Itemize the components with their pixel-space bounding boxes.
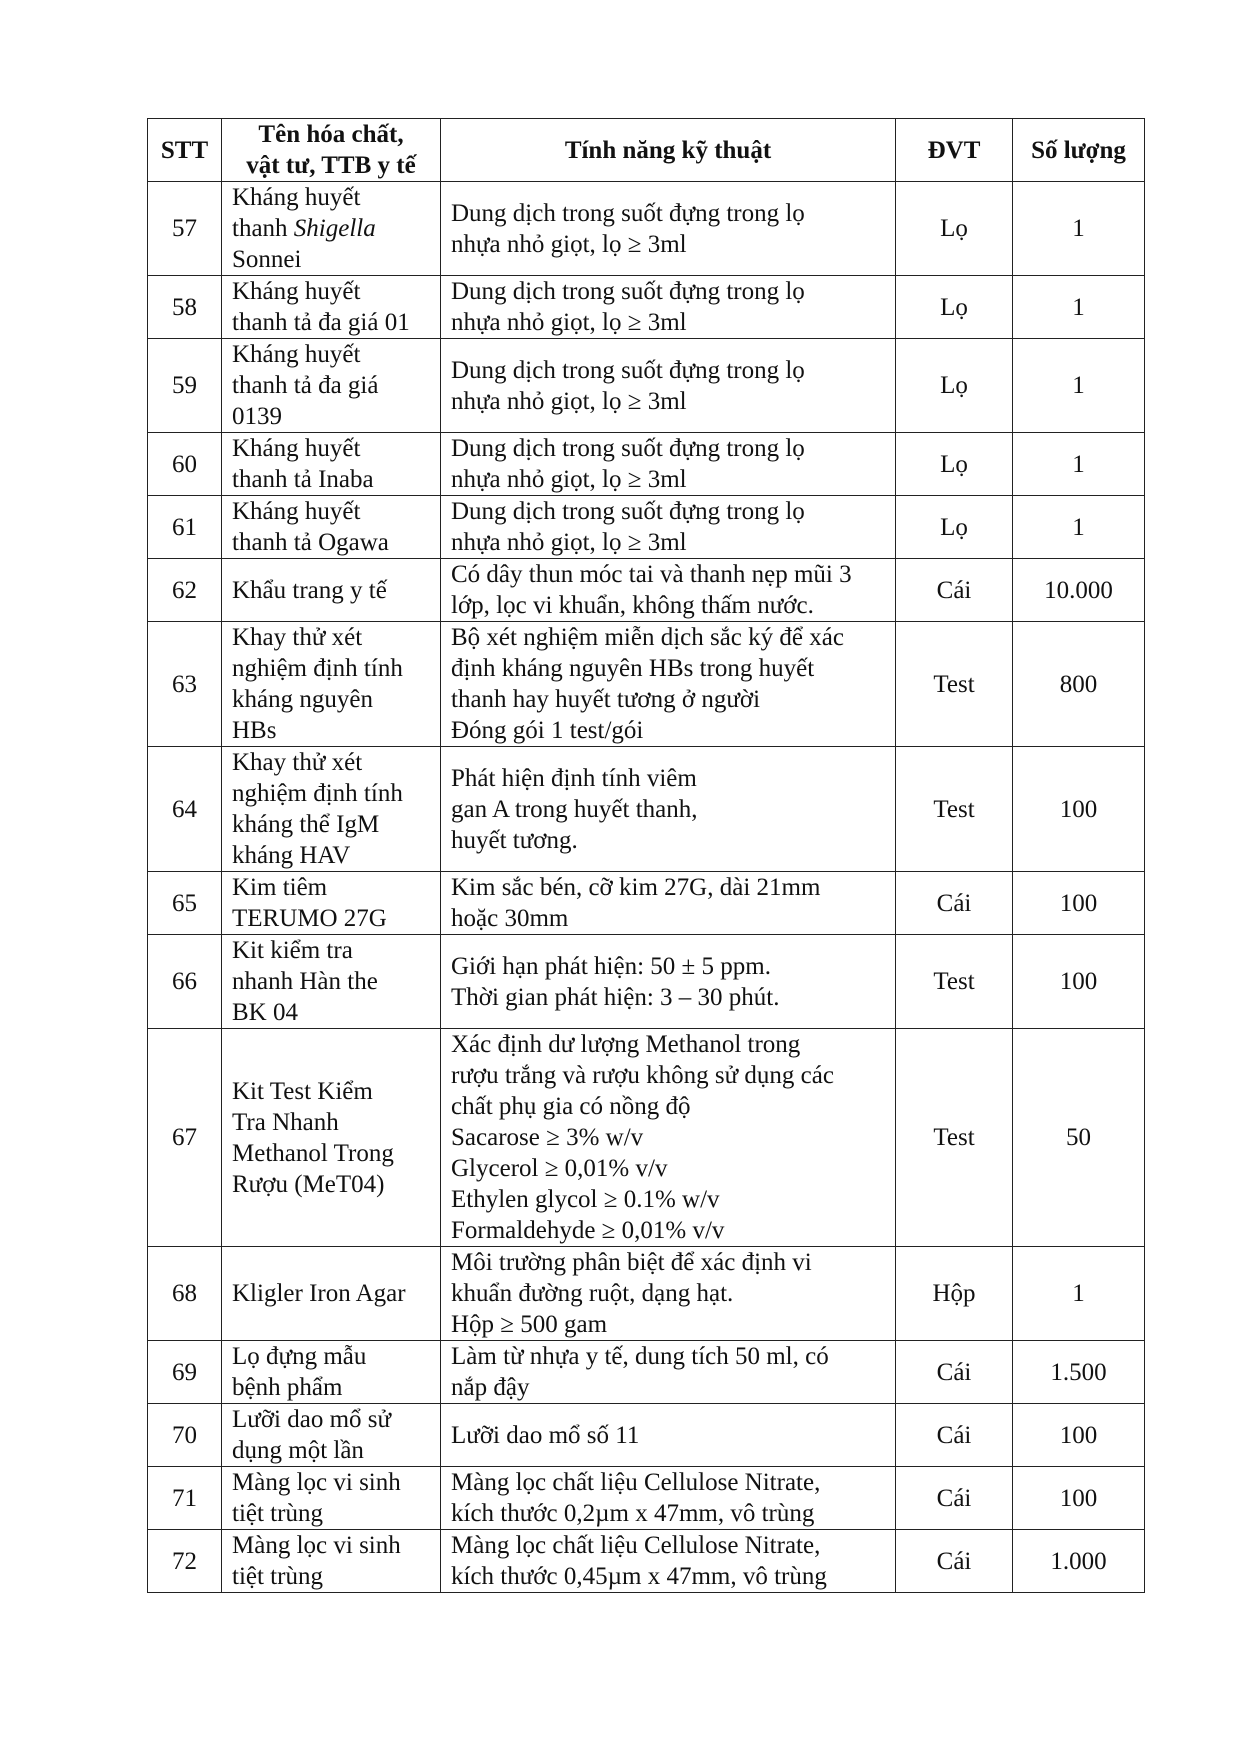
cell-name: Kháng huyết thanh Shigella Sonnei xyxy=(222,182,441,276)
cell-stt: 67 xyxy=(148,1029,222,1247)
table-row xyxy=(148,276,1145,339)
cell-qty: 1.000 xyxy=(1013,1530,1145,1593)
cell-stt: 58 xyxy=(148,276,222,339)
cell-unit: Test xyxy=(896,622,1013,747)
header-name: Tên hóa chất, vật tư, TTB y tế xyxy=(222,119,441,182)
cell-spec: Kim sắc bén, cỡ kim 27G, dài 21mm hoặc 30mm xyxy=(441,872,896,935)
italic-genus-name: Shigella xyxy=(293,215,376,242)
cell-name: Kháng huyết thanh tả đa giá 01 xyxy=(222,276,441,339)
cell-qty: 10.000 xyxy=(1013,559,1145,622)
cell-spec: Môi trường phân biệt để xác định vi khuẩn đường ruột, dạng hạt. Hộp ≥ 500 gam xyxy=(441,1247,896,1341)
table-row xyxy=(148,935,1145,1029)
cell-qty: 1 xyxy=(1013,182,1145,276)
cell-qty: 800 xyxy=(1013,622,1145,747)
cell-unit: Lọ xyxy=(896,339,1013,433)
cell-spec: Lưỡi dao mổ số 11 xyxy=(441,1404,896,1467)
table-row xyxy=(148,1404,1145,1467)
cell-spec: Dung dịch trong suốt đựng trong lọ nhựa nhỏ giọt, lọ ≥ 3ml xyxy=(441,433,896,496)
cell-spec: Giới hạn phát hiện: 50 ± 5 ppm. Thời gian phát hiện: 3 – 30 phút. xyxy=(441,935,896,1029)
cell-unit: Cái xyxy=(896,1467,1013,1530)
cell-stt: 60 xyxy=(148,433,222,496)
cell-unit: Test xyxy=(896,747,1013,872)
cell-qty: 1 xyxy=(1013,496,1145,559)
cell-stt: 59 xyxy=(148,339,222,433)
cell-stt: 65 xyxy=(148,872,222,935)
cell-unit: Test xyxy=(896,1029,1013,1247)
cell-unit: Cái xyxy=(896,1341,1013,1404)
cell-unit: Cái xyxy=(896,559,1013,622)
table-header-row xyxy=(148,119,1145,182)
table-row xyxy=(148,182,1145,276)
cell-qty: 100 xyxy=(1013,935,1145,1029)
table-row xyxy=(148,1467,1145,1530)
cell-stt: 66 xyxy=(148,935,222,1029)
cell-name: Kit kiểm tra nhanh Hàn the BK 04 xyxy=(222,935,441,1029)
cell-name: Màng lọc vi sinh tiệt trùng xyxy=(222,1530,441,1593)
header-stt: STT xyxy=(148,119,222,182)
cell-name: Kháng huyết thanh tả Inaba xyxy=(222,433,441,496)
cell-stt: 62 xyxy=(148,559,222,622)
cell-qty: 100 xyxy=(1013,1404,1145,1467)
header-spec: Tính năng kỹ thuật xyxy=(441,119,896,182)
cell-unit: Cái xyxy=(896,1404,1013,1467)
cell-stt: 71 xyxy=(148,1467,222,1530)
cell-qty: 1.500 xyxy=(1013,1341,1145,1404)
cell-qty: 1 xyxy=(1013,1247,1145,1341)
table-row xyxy=(148,559,1145,622)
cell-spec: Màng lọc chất liệu Cellulose Nitrate, kích thước 0,2µm x 47mm, vô trùng xyxy=(441,1467,896,1530)
cell-unit: Lọ xyxy=(896,276,1013,339)
cell-unit: Lọ xyxy=(896,496,1013,559)
table-row xyxy=(148,1247,1145,1341)
table-row xyxy=(148,339,1145,433)
cell-spec: Bộ xét nghiệm miễn dịch sắc ký để xác định kháng nguyên HBs trong huyết thanh hay huyết tương ở người Đóng gói 1 test/gói xyxy=(441,622,896,747)
cell-spec: Dung dịch trong suốt đựng trong lọ nhựa nhỏ giọt, lọ ≥ 3ml xyxy=(441,339,896,433)
cell-unit: Lọ xyxy=(896,433,1013,496)
cell-name: Lọ đựng mẫu bệnh phẩm xyxy=(222,1341,441,1404)
cell-stt: 68 xyxy=(148,1247,222,1341)
cell-unit: Lọ xyxy=(896,182,1013,276)
cell-spec: Xác định dư lượng Methanol trong rượu trắng và rượu không sử dụng các chất phụ gia có nồng độ Sacarose ≥ 3% w/v Glycerol ≥ 0,01% v/v Ethylen glycol ≥ 0.1% w/v Formaldehyde ≥ 0,01% v/v xyxy=(441,1029,896,1247)
cell-name: Màng lọc vi sinh tiệt trùng xyxy=(222,1467,441,1530)
cell-name: Kháng huyết thanh tả đa giá 0139 xyxy=(222,339,441,433)
cell-unit: Test xyxy=(896,935,1013,1029)
cell-name: Kim tiêm TERUMO 27G xyxy=(222,872,441,935)
cell-spec: Có dây thun móc tai và thanh nẹp mũi 3 lớp, lọc vi khuẩn, không thấm nước. xyxy=(441,559,896,622)
cell-qty: 1 xyxy=(1013,433,1145,496)
cell-stt: 72 xyxy=(148,1530,222,1593)
cell-unit: Cái xyxy=(896,1530,1013,1593)
cell-qty: 1 xyxy=(1013,276,1145,339)
table-row xyxy=(148,1341,1145,1404)
cell-unit: Hộp xyxy=(896,1247,1013,1341)
cell-stt: 64 xyxy=(148,747,222,872)
cell-qty: 100 xyxy=(1013,872,1145,935)
cell-qty: 50 xyxy=(1013,1029,1145,1247)
cell-name: Kligler Iron Agar xyxy=(222,1247,441,1341)
table-row xyxy=(148,622,1145,747)
cell-stt: 70 xyxy=(148,1404,222,1467)
cell-spec: Làm từ nhựa y tế, dung tích 50 ml, có nắp đậy xyxy=(441,1341,896,1404)
cell-name: Lưỡi dao mổ sử dụng một lần xyxy=(222,1404,441,1467)
cell-name: Kháng huyết thanh tả Ogawa xyxy=(222,496,441,559)
cell-qty: 100 xyxy=(1013,1467,1145,1530)
cell-stt: 61 xyxy=(148,496,222,559)
cell-unit: Cái xyxy=(896,872,1013,935)
cell-stt: 69 xyxy=(148,1341,222,1404)
cell-spec: Dung dịch trong suốt đựng trong lọ nhựa nhỏ giọt, lọ ≥ 3ml xyxy=(441,182,896,276)
table-row xyxy=(148,1530,1145,1593)
cell-stt: 63 xyxy=(148,622,222,747)
table-row xyxy=(148,747,1145,872)
cell-spec: Dung dịch trong suốt đựng trong lọ nhựa nhỏ giọt, lọ ≥ 3ml xyxy=(441,276,896,339)
cell-spec: Màng lọc chất liệu Cellulose Nitrate, kích thước 0,45µm x 47mm, vô trùng xyxy=(441,1530,896,1593)
header-qty: Số lượng xyxy=(1013,119,1145,182)
cell-name: Kit Test Kiểm Tra Nhanh Methanol Trong Rượu (MeT04) xyxy=(222,1029,441,1247)
header-unit: ĐVT xyxy=(896,119,1013,182)
cell-name: Khay thử xét nghiệm định tính kháng thể IgM kháng HAV xyxy=(222,747,441,872)
cell-qty: 1 xyxy=(1013,339,1145,433)
table-body xyxy=(148,182,1145,1593)
table-row xyxy=(148,433,1145,496)
cell-name: Khay thử xét nghiệm định tính kháng nguyên HBs xyxy=(222,622,441,747)
cell-name: Khẩu trang y tế xyxy=(222,559,441,622)
table-row xyxy=(148,496,1145,559)
table-row xyxy=(148,872,1145,935)
table-row xyxy=(148,1029,1145,1247)
supplies-table xyxy=(147,118,1145,1593)
cell-qty: 100 xyxy=(1013,747,1145,872)
cell-spec: Dung dịch trong suốt đựng trong lọ nhựa nhỏ giọt, lọ ≥ 3ml xyxy=(441,496,896,559)
cell-spec: Phát hiện định tính viêm gan A trong huyết thanh, huyết tương. xyxy=(441,747,896,872)
cell-stt: 57 xyxy=(148,182,222,276)
